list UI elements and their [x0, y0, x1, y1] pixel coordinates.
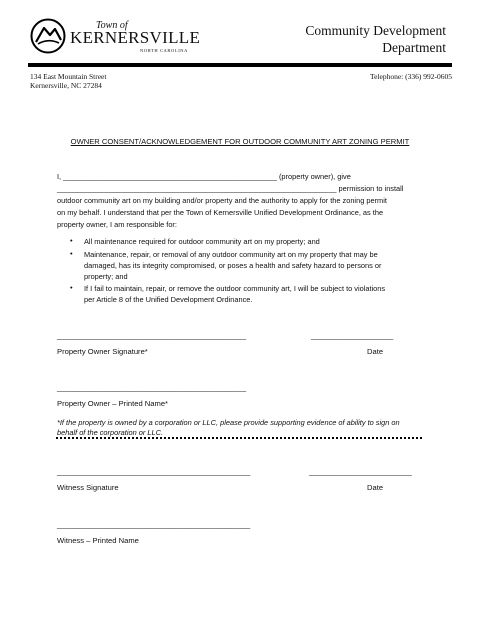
owner-printed-name-label: Property Owner – Printed Name*	[57, 399, 168, 408]
witness-signature-label: Witness Signature	[57, 483, 119, 492]
owner-signature-field[interactable]: ______________________________________________	[57, 331, 247, 340]
bullet-2-line-2: damaged, has its integrity compromised, or poses a health and safety hazard to persons or	[84, 261, 382, 270]
bullet-icon: •	[70, 283, 73, 292]
consent-line-4: on my behalf. I understand that per the Town of Kernersville Unified Development Ordinance, as the	[57, 208, 384, 217]
consent-line-1: I, ____________________________________________________ (property owner), give	[57, 172, 351, 181]
corporation-note-line-1: *If the property is owned by a corporation or LLC, please provide supporting evidence of ability to sign on	[57, 418, 400, 427]
section-divider	[56, 437, 422, 439]
logo-state-text: NORTH CAROLINA	[140, 48, 189, 53]
logo-town-text: Town of	[96, 20, 128, 31]
owner-date-field[interactable]: ____________________	[311, 331, 394, 340]
witness-date-label: Date	[367, 483, 384, 492]
header-divider	[28, 63, 452, 67]
witness-printed-name-label: Witness – Printed Name	[57, 536, 139, 545]
telephone-number: Telephone: (336) 992-0605	[370, 72, 452, 81]
owner-printed-name-field[interactable]: ______________________________________________	[57, 383, 247, 392]
bullet-icon: •	[70, 236, 73, 245]
witness-signature-field[interactable]: _______________________________________________	[57, 467, 251, 476]
consent-line-3: outdoor community art on my building and/or property and the authority to apply for the zoning permit	[57, 196, 387, 205]
owner-date-label: Date	[367, 347, 384, 356]
department-title-line2: Department	[382, 40, 446, 55]
bullet-2-line-1: Maintenance, repair, or removal of any outdoor community art on my property that may be	[84, 250, 378, 259]
bullet-3-line-1: If I fail to maintain, repair, or remove the outdoor community art, I will be subject to violations	[84, 284, 386, 293]
corporation-note-line-2: behalf of the corporation or LLC.	[57, 428, 163, 437]
witness-date-field[interactable]: _________________________	[309, 467, 412, 476]
consent-line-5: property owner, I am responsible for:	[57, 220, 177, 229]
owner-signature-label: Property Owner Signature*	[57, 347, 148, 356]
department-title-line1: Community Development	[305, 23, 446, 38]
witness-printed-name-field[interactable]: _______________________________________________	[57, 520, 251, 529]
logo-name-text: KERNERSVILLE	[70, 28, 201, 47]
address-street: 134 East Mountain Street	[30, 72, 107, 81]
bullet-1-line-1: All maintenance required for outdoor community art on my property; and	[84, 237, 320, 246]
bullet-icon: •	[70, 249, 73, 258]
address-city: Kernersville, NC 27284	[30, 81, 102, 90]
consent-line-2: ____________________________________________________________________ permission to install	[57, 184, 404, 193]
form-title: OWNER CONSENT/ACKNOWLEDGEMENT FOR OUTDOOR COMMUNITY ART ZONING PERMIT	[70, 137, 410, 146]
bullet-2-line-3: property; and	[84, 272, 128, 281]
bullet-3-line-2: per Article 8 of the Unified Development Ordinance.	[84, 295, 253, 304]
town-logo-icon	[30, 18, 66, 54]
